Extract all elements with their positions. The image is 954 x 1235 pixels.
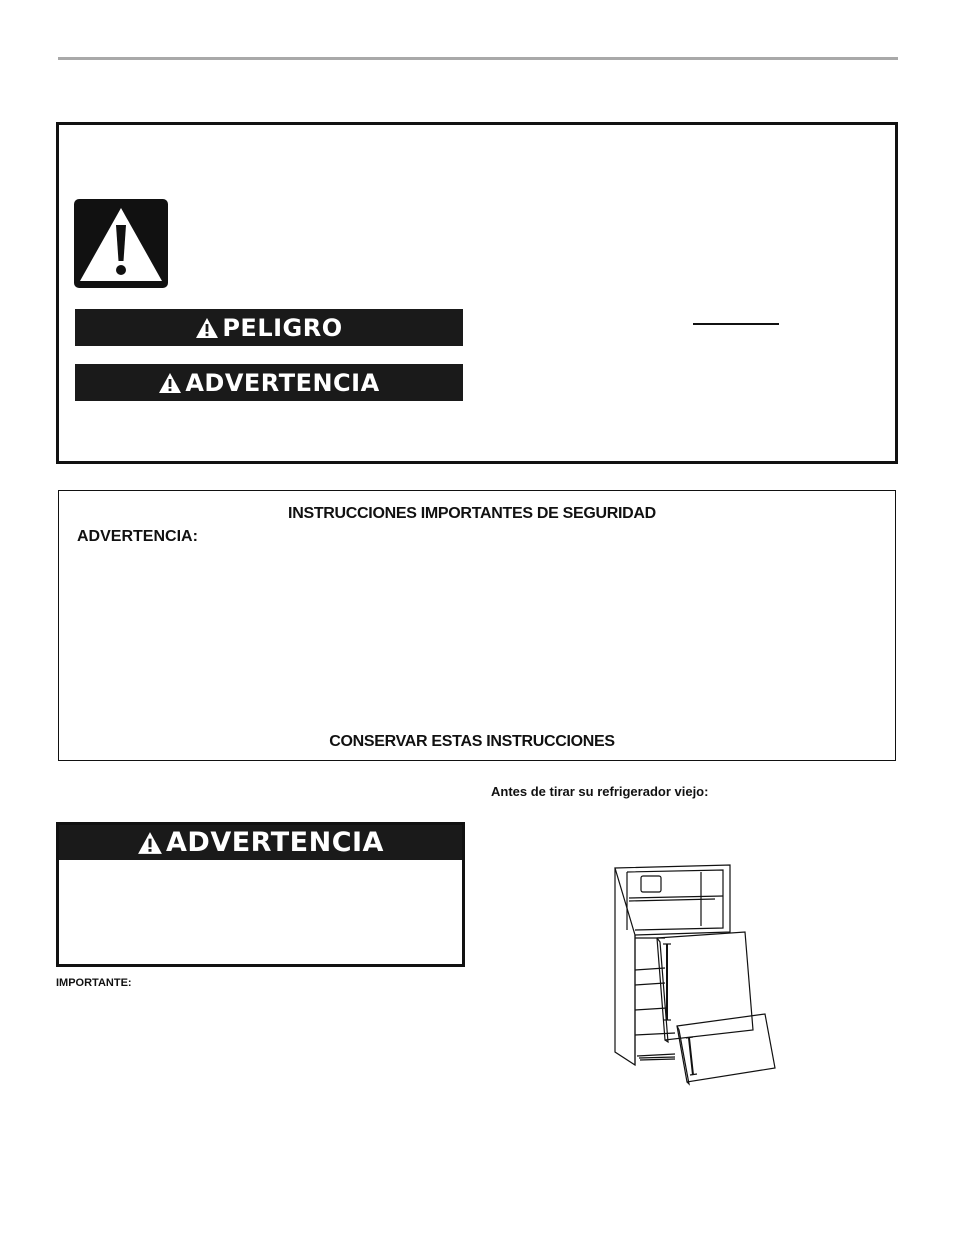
warning-triangle-icon xyxy=(195,317,219,339)
instructions-warning-label: ADVERTENCIA: xyxy=(77,528,198,545)
warning-box-label: ADVERTENCIA xyxy=(166,827,384,858)
warning-banner xyxy=(75,364,463,401)
instructions-heading: INSTRUCCIONES IMPORTANTES DE SEGURIDAD xyxy=(288,505,656,522)
warning-box-banner xyxy=(59,825,462,860)
instructions-footer: CONSERVAR ESTAS INSTRUCCIONES xyxy=(329,733,615,750)
refrigerator-doors-removed-illustration xyxy=(605,860,785,1090)
warning-label: ADVERTENCIA xyxy=(185,368,380,397)
important-label: IMPORTANTE: xyxy=(56,977,132,989)
underline-mark xyxy=(693,323,779,325)
warning-triangle-icon xyxy=(137,831,163,855)
disposal-heading: Antes de tirar su refrigerador viejo: xyxy=(491,784,709,799)
danger-banner xyxy=(75,309,463,346)
alert-triangle-icon xyxy=(74,199,168,288)
top-rule xyxy=(58,57,898,60)
danger-label: PELIGRO xyxy=(222,313,343,342)
warning-triangle-icon xyxy=(158,372,182,394)
safety-box xyxy=(56,122,898,464)
